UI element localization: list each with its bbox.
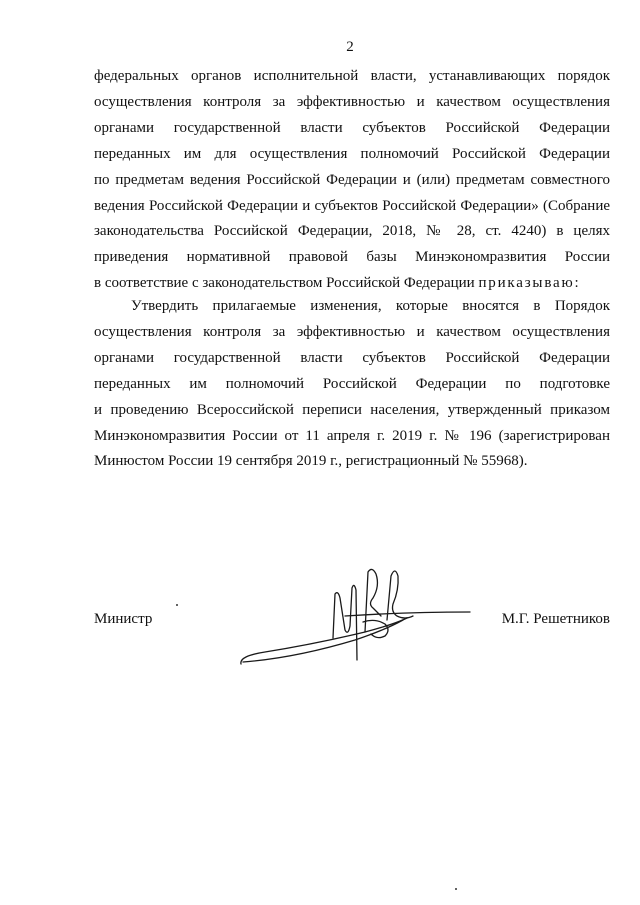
text-line: осуществления контроля за эффективностью и качеством осуществления [94, 93, 610, 110]
paragraph-resolution [94, 294, 610, 475]
handwritten-signature [235, 560, 475, 675]
text-line: и проведению Всероссийской переписи населения, утвержденный приказом [94, 401, 610, 418]
text-line: осуществления контроля за эффективностью и качеством осуществления [94, 323, 610, 340]
order-suffix: : [574, 275, 579, 292]
signer-name: М.Г. Решетников [501, 611, 610, 627]
text-line: ведения Российской Федерации и субъектов Российской Федерации» (Собрание [94, 197, 610, 214]
text-line: переданных им полномочий Российской Федерации по подготовке [94, 375, 610, 392]
scan-speck [455, 888, 457, 890]
signer-position: Министр [94, 611, 153, 627]
text-line: Минюстом России 19 сентября 2019 г., регистрационный № 55968). [94, 453, 528, 470]
scan-speck [176, 604, 178, 606]
order-prefix: в соответствие с законодательством Российской Федерации [94, 275, 479, 292]
text-line: приведения нормативной правовой базы Минэкономразвития России [94, 249, 610, 266]
text-line: Минэкономразвития России от 11 апреля г. 2019 г. № 196 (зарегистрирован [94, 427, 610, 444]
paragraph-preamble [94, 64, 610, 297]
text-line: федеральных органов исполнительной власти, устанавливающих порядок [94, 68, 610, 84]
order-keyword: приказываю [478, 275, 575, 292]
text-line: органами государственной власти субъектов Российской Федерации [94, 119, 610, 136]
text-line: законодательства Российской Федерации, 2018, № 28, ст. 4240) в целях [94, 223, 610, 240]
text-line: переданных им для осуществления полномочий Российской Федерации [94, 145, 610, 162]
page-number: 2 [346, 39, 354, 55]
text-line: Утвердить прилагаемые изменения, которые вносятся в Порядок [131, 298, 610, 314]
text-line: органами государственной власти субъектов Российской Федерации [94, 349, 610, 366]
text-line: по предметам ведения Российской Федерации и (или) предметам совместного [94, 171, 610, 188]
